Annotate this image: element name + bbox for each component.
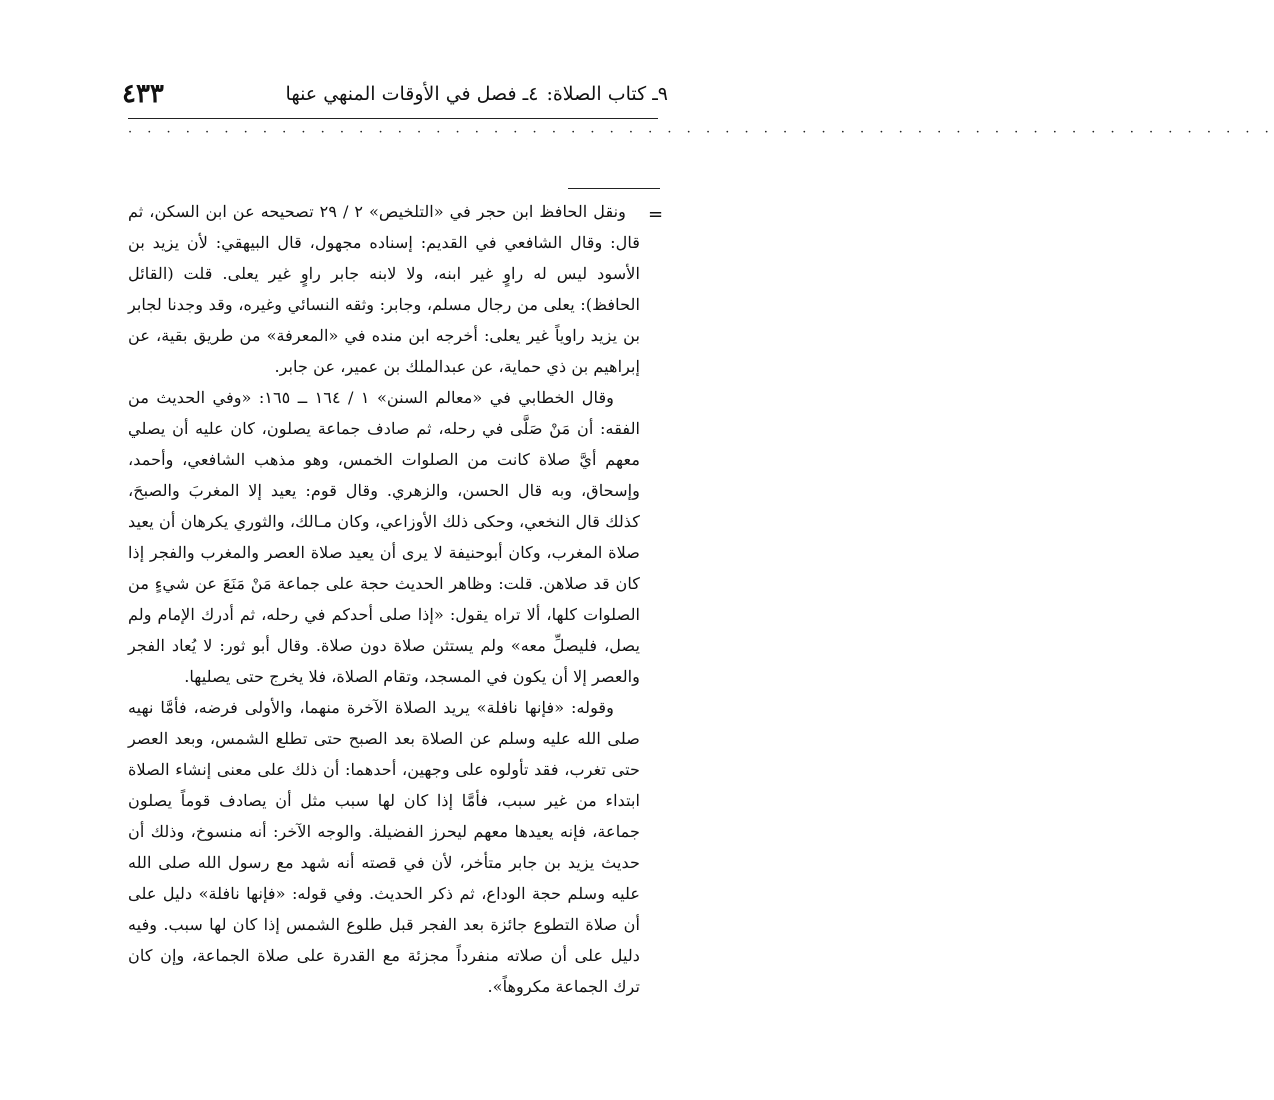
paragraph-3: وقوله: «فإنها نافلة» يريد الصلاة الآخرة منهما، والأولى فرضه، فأمَّا نهيه صلى الله عليه وسلم عن الصلاة بعد الصبح حتى تطلع الشمس، وبعد العصر حتى تغرب، فقد تأولوه على وجهين، أحدهما: أن ذلك على معنى إنشاء الصلاة ابتداء من غير سبب، فأمَّا إذا كان لها سبب مثل أن يصادف قوماً يصلون جماعة، فإنه يعيدها معهم ليحرز الفضيلة. والوجه الآخر: أنه منسوخ، وذلك أن حديث يزيد بن جابر متأخر، لأن في قصته أنه شهد مع رسول الله صلى الله عليه وسلم حجة الوداع، ثم ذكر الحديث. وفي قوله: «فإنها نافلة» دليل على أن صلاة التطوع جائزة بعد الفجر قبل طلوع الشمس إذا كان لها سبب. وفيه دليل على أن صلاته منفرداً مجزئة مع القدرة على صلاة الجماعة، وإن كان ترك الجماعة مكروهاً».	[128, 698, 640, 996]
dotted-divider: · · · · · · · · · · · · · · · · · · · · · · · · · · · · · · · · · · · · · · · · · · · · · · · · · · · · · · · · · · · ·	[128, 125, 1274, 140]
running-head	[286, 83, 668, 105]
section-title: ٤ـ فصل في الأوقات المنهي عنها	[285, 83, 539, 105]
footnote-text	[128, 196, 640, 1026]
paragraph-1: ونقل الحافظ ابن حجر في «التلخيص» ٢ / ٢٩ تصحيحه عن ابن السكن، ثم قال: وقال الشافعي في القديم: إسناده مجهول، قال البيهقي: لأن يزيد بن الأسود ليس له راوٍ غير ابنه، ولا لابنه جابر راوٍ غير يعلى. قلت (القائل الحافظ): يعلى من رجال مسلم، وجابر: وثقه النسائي وغيره، وقد وجدنا لجابر بن يزيد راوياً غير يعلى: أخرجه ابن منده في «المعرفة» من طريق بقية، عن إبراهيم بن ذي حماية، عن عبدالملك بن عمير، عن جابر.	[128, 202, 640, 376]
header-rule	[128, 118, 658, 119]
continuation-mark: =	[648, 204, 664, 225]
footnote-rule	[568, 188, 660, 189]
paragraph-2: وقال الخطابي في «معالم السنن» ١ / ١٦٤ ــ ١٦٥: «وفي الحديث من الفقه: أن مَنْ صَلَّى في رحله، ثم صادف جماعة يصلون، كان عليه أن يصلي معهم أيَّ صلاة كانت من الصلوات الخمس، وهو مذهب الشافعي، وأحمد، وإسحاق، وبه قال الحسن، والزهري. وقال قوم: يعيد إلا المغربَ والصبحَ، كذلك قال النخعي، وحكى ذلك الأوزاعي، وكان مـالك، والثوري يكرهان أن يعيد صلاة المغرب، وكان أبوحنيفة لا يرى أن يعيد صلاة العصر والمغرب والفجر إذا كان قد صلاهن. قلت: وظاهر الحديث حجة على جماعة مَنْ مَنَعَ عن شيءٍ من الصلوات كلها، ألا تراه يقول: «إذا صلى أحدكم في رحله، ثم أدرك الإمام ولم يصل، فليصلِّ معه» ولم يستثن صلاة دون صلاة. وقال أبو ثور: لا يُعاد الفجر والعصر إلا أن يكون في المسجد، وتقام الصلاة، فلا يخرج حتى يصليها.	[128, 388, 640, 686]
page-number: ٤٣٣	[122, 79, 164, 109]
page-header	[122, 74, 668, 114]
chapter-title: ٩ـ كتاب الصلاة:	[546, 83, 668, 105]
